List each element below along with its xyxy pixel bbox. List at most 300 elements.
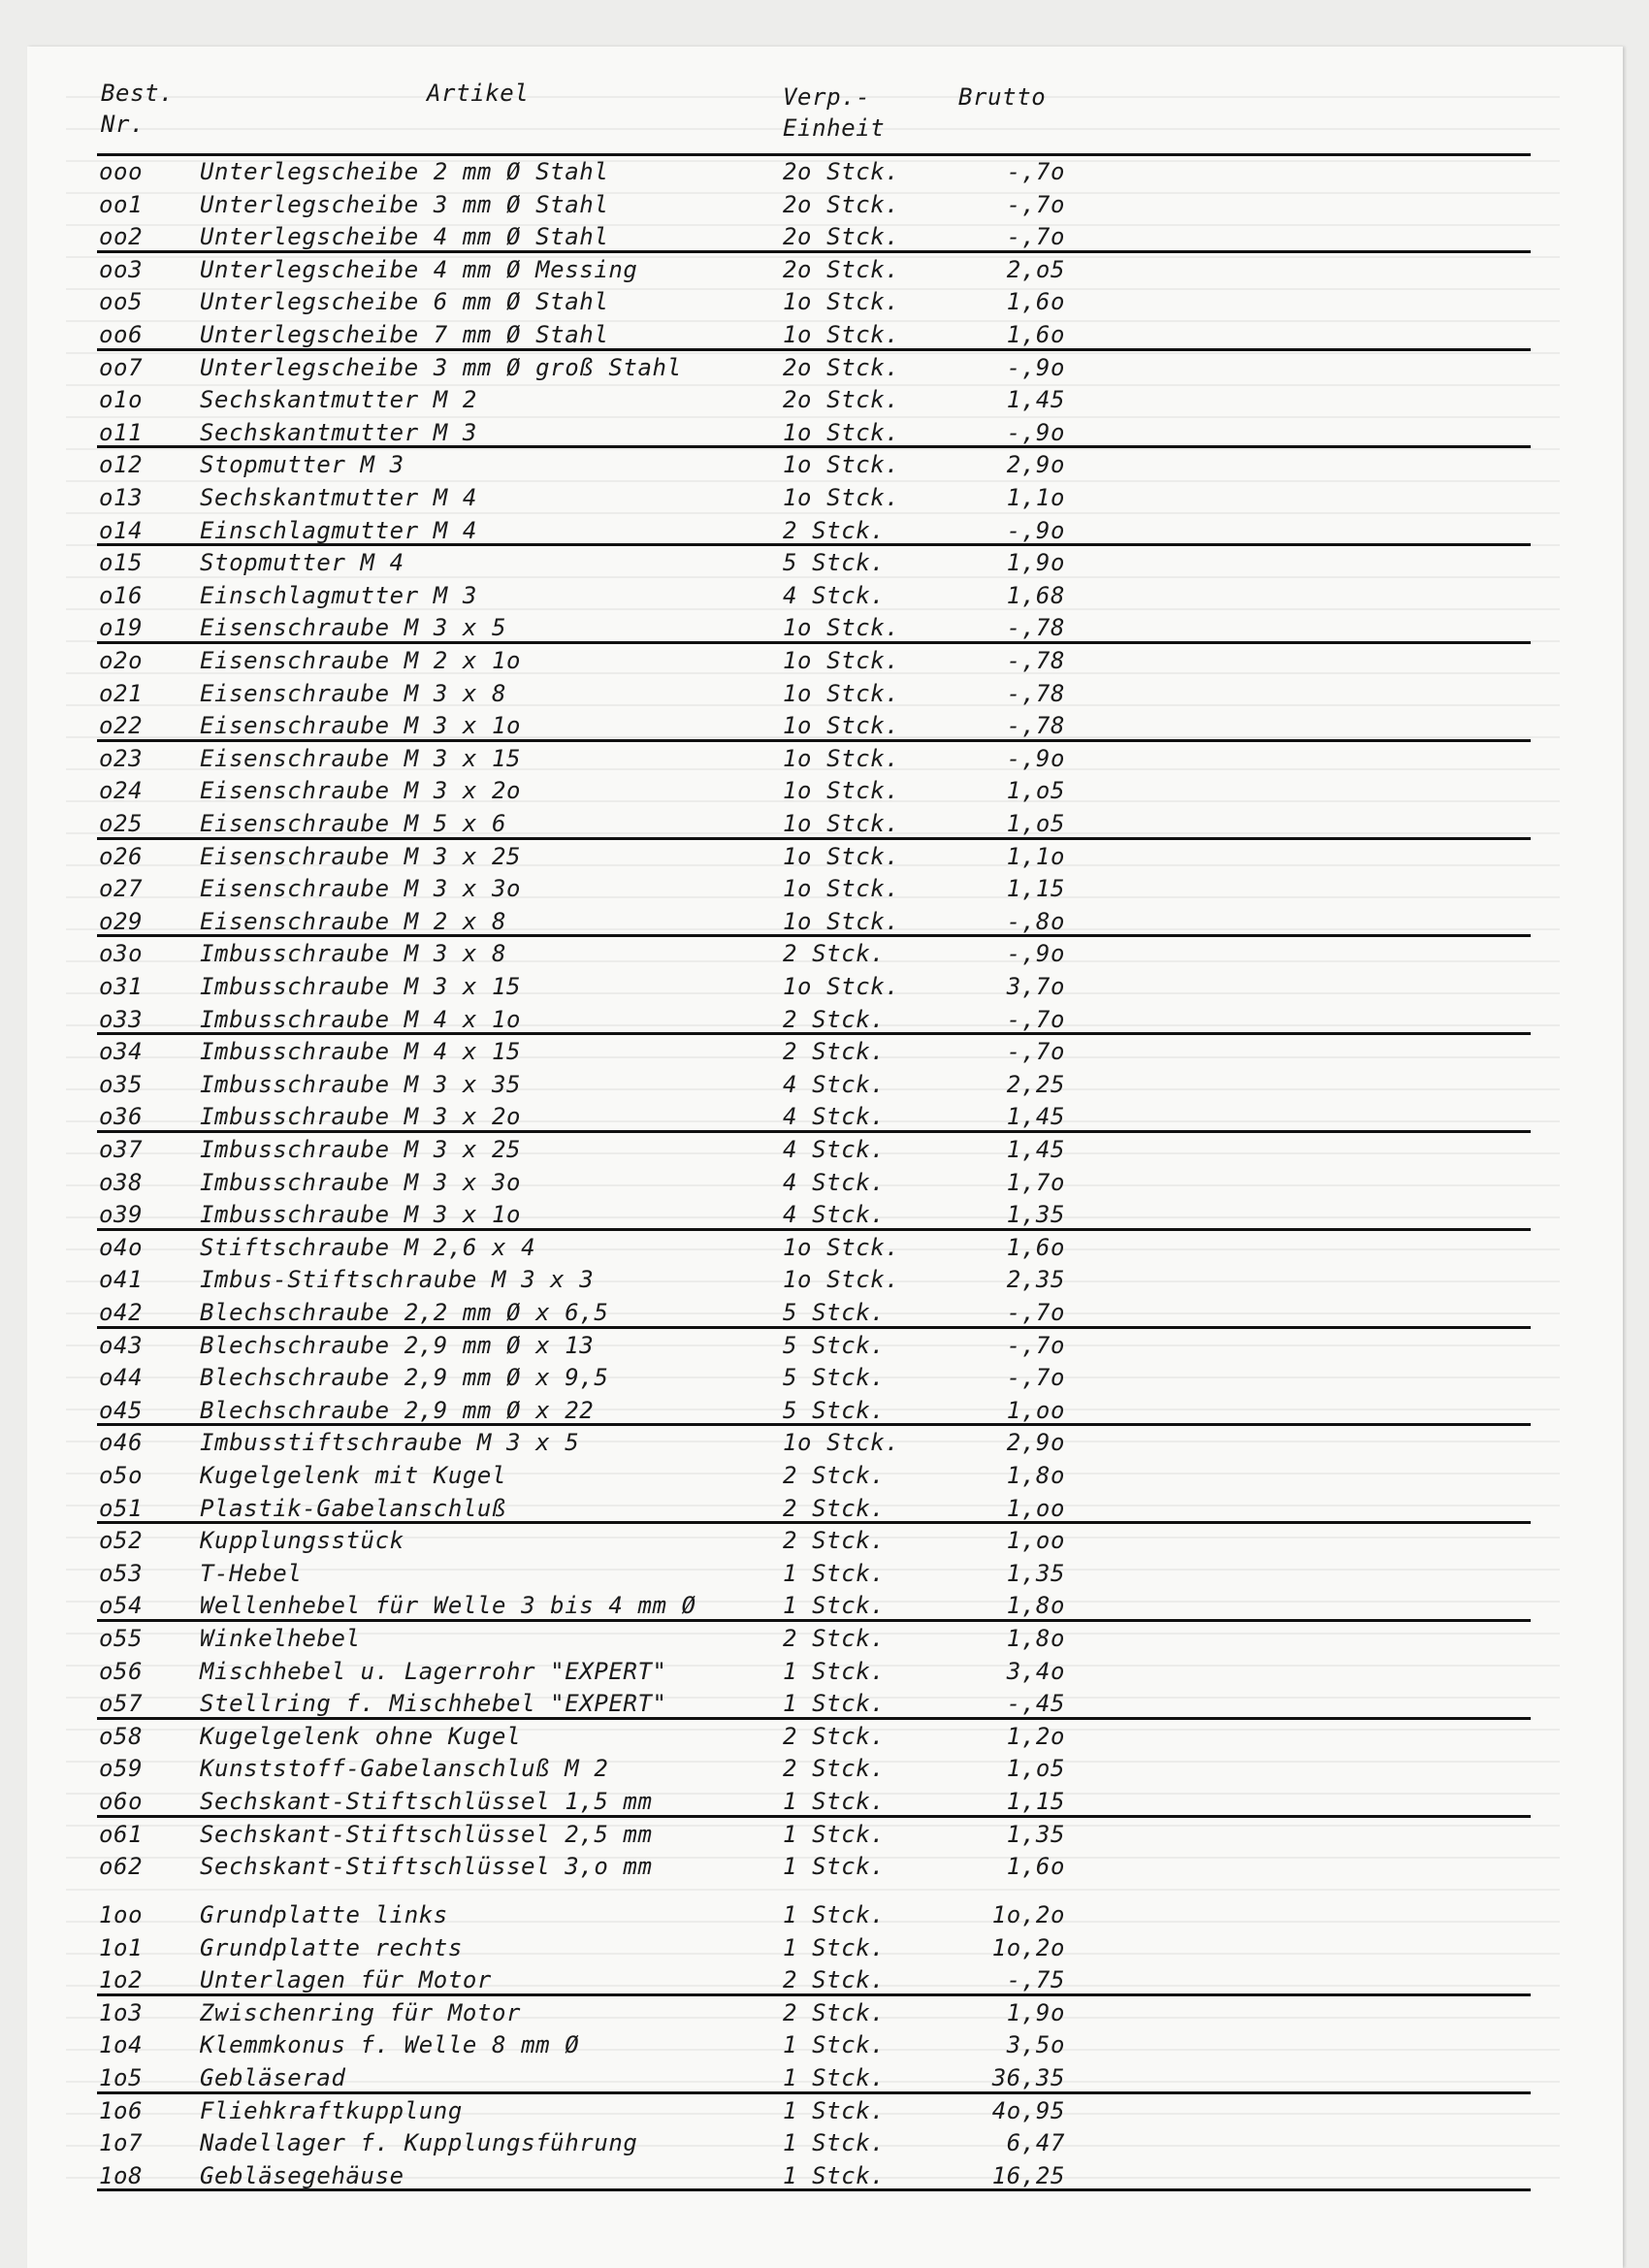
table-row bbox=[27, 482, 1540, 515]
table-row bbox=[27, 580, 1540, 613]
table-row bbox=[27, 1199, 1540, 1232]
row-divider bbox=[97, 1130, 1531, 1133]
part-number: 1o4 bbox=[99, 2031, 144, 2059]
pack-unit: 2 Stck. bbox=[783, 940, 886, 968]
pack-unit: 2 Stck. bbox=[783, 1755, 886, 1783]
table-row bbox=[27, 1786, 1540, 1819]
pack-unit: 1 Stck. bbox=[783, 2064, 886, 2091]
article-name: Blechschraube 2,9 mm Ø x 13 bbox=[200, 1331, 595, 1359]
part-number: o61 bbox=[99, 1820, 144, 1848]
pack-unit: 1o Stck. bbox=[783, 875, 900, 903]
table-row bbox=[27, 1330, 1540, 1363]
pack-unit: 1 Stck. bbox=[783, 2031, 886, 2059]
gross-price: -,7o bbox=[1006, 1331, 1065, 1359]
table-row bbox=[27, 743, 1540, 776]
row-divider bbox=[97, 1032, 1531, 1035]
gross-price: 1,7o bbox=[1006, 1168, 1065, 1196]
pack-unit: 4 Stck. bbox=[783, 1136, 886, 1163]
pack-unit: 5 Stck. bbox=[783, 1331, 886, 1359]
table-row bbox=[27, 1167, 1540, 1200]
gross-price: 2,o5 bbox=[1006, 255, 1065, 283]
gross-price: 1,2o bbox=[1006, 1722, 1065, 1750]
gross-price: 1,6o bbox=[1006, 321, 1065, 348]
pack-unit: 1o Stck. bbox=[783, 1429, 900, 1457]
gross-price: -,9o bbox=[1006, 353, 1065, 381]
gross-price: 1,6o bbox=[1006, 288, 1065, 316]
table-row bbox=[27, 2029, 1540, 2062]
article-name: Imbusschraube M 3 x 1o bbox=[200, 1201, 522, 1229]
gross-price: 6,47 bbox=[1006, 2129, 1065, 2157]
article-name: Eisenschraube M 3 x 5 bbox=[200, 614, 507, 642]
article-name: Gebläserad bbox=[200, 2064, 346, 2091]
article-name: Imbusschraube M 3 x 25 bbox=[200, 1136, 522, 1163]
part-number: o26 bbox=[99, 842, 144, 870]
table-row bbox=[27, 1232, 1540, 1265]
pack-unit: 5 Stck. bbox=[783, 1364, 886, 1392]
part-number: o2o bbox=[99, 647, 144, 674]
part-number: 1o7 bbox=[99, 2129, 144, 2157]
table-row bbox=[27, 319, 1540, 352]
part-number: 1o8 bbox=[99, 2161, 144, 2189]
row-divider bbox=[97, 153, 1531, 156]
table-row bbox=[27, 1101, 1540, 1134]
table-row bbox=[27, 1004, 1540, 1037]
pack-unit: 4 Stck. bbox=[783, 1103, 886, 1131]
table-row bbox=[27, 971, 1540, 1004]
article-name: Eisenschraube M 3 x 3o bbox=[200, 875, 522, 903]
article-name: Stopmutter M 3 bbox=[200, 451, 404, 479]
table-row bbox=[27, 906, 1540, 939]
gross-price: 3,5o bbox=[1006, 2031, 1065, 2059]
part-number: o39 bbox=[99, 1201, 144, 1229]
article-name: Imbusschraube M 3 x 35 bbox=[200, 1070, 522, 1098]
gross-price: 1,9o bbox=[1006, 1998, 1065, 2026]
gross-price: 1,35 bbox=[1006, 1820, 1065, 1848]
pack-unit: 4 Stck. bbox=[783, 1070, 886, 1098]
pack-unit: 1 Stck. bbox=[783, 2161, 886, 2189]
article-name: Zwischenring für Motor bbox=[200, 1998, 522, 2026]
part-number: o41 bbox=[99, 1266, 144, 1294]
document-page bbox=[27, 47, 1623, 2268]
row-divider bbox=[97, 543, 1531, 546]
article-name: Grundplatte rechts bbox=[200, 1933, 463, 1961]
part-number: oo5 bbox=[99, 288, 144, 316]
pack-unit: 1 Stck. bbox=[783, 2096, 886, 2124]
part-number: o11 bbox=[99, 418, 144, 446]
pack-unit: 2 Stck. bbox=[783, 516, 886, 544]
table-row bbox=[27, 1688, 1540, 1721]
part-number: o53 bbox=[99, 1559, 144, 1587]
part-number: o22 bbox=[99, 712, 144, 740]
header-artikel: Artikel bbox=[427, 80, 530, 107]
part-number: o5o bbox=[99, 1462, 144, 1489]
pack-unit: 2 Stck. bbox=[783, 1494, 886, 1522]
part-number: o23 bbox=[99, 744, 144, 772]
table-row bbox=[27, 547, 1540, 580]
gross-price: 1,68 bbox=[1006, 581, 1065, 609]
article-name: Unterlegscheibe 4 mm Ø Messing bbox=[200, 255, 638, 283]
pack-unit: 2o Stck. bbox=[783, 353, 900, 381]
gross-price: 1,45 bbox=[1006, 386, 1065, 414]
article-name: Sechskant-Stiftschlüssel 2,5 mm bbox=[200, 1820, 653, 1848]
part-number: o3o bbox=[99, 940, 144, 968]
gross-price: 1,1o bbox=[1006, 842, 1065, 870]
gross-price: -,7o bbox=[1006, 223, 1065, 251]
article-name: Imbusschraube M 4 x 15 bbox=[200, 1038, 522, 1066]
part-number: o33 bbox=[99, 1005, 144, 1033]
part-number: o56 bbox=[99, 1657, 144, 1685]
article-name: Grundplatte links bbox=[200, 1901, 448, 1928]
gross-price: 2,9o bbox=[1006, 451, 1065, 479]
row-divider bbox=[97, 934, 1531, 937]
gross-price: 1,1o bbox=[1006, 484, 1065, 511]
table-row bbox=[27, 384, 1540, 417]
table-row bbox=[27, 1997, 1540, 2030]
part-number: o27 bbox=[99, 875, 144, 903]
pack-unit: 2o Stck. bbox=[783, 255, 900, 283]
article-name: Sechskant-Stiftschlüssel 3,o mm bbox=[200, 1853, 653, 1881]
gross-price: -,8o bbox=[1006, 907, 1065, 935]
pack-unit: 5 Stck. bbox=[783, 1299, 886, 1326]
part-number: o54 bbox=[99, 1592, 144, 1620]
table-row bbox=[27, 1297, 1540, 1330]
row-divider bbox=[97, 445, 1531, 448]
article-name: Einschlagmutter M 3 bbox=[200, 581, 477, 609]
table-row bbox=[27, 1932, 1540, 1965]
part-number: o6o bbox=[99, 1788, 144, 1815]
table-row bbox=[27, 645, 1540, 678]
part-number: o29 bbox=[99, 907, 144, 935]
header-nr: Nr. bbox=[101, 111, 146, 138]
part-number: o24 bbox=[99, 777, 144, 805]
pack-unit: 1 Stck. bbox=[783, 1657, 886, 1685]
gross-price: 1,6o bbox=[1006, 1233, 1065, 1261]
article-name: Imbusschraube M 4 x 1o bbox=[200, 1005, 522, 1033]
article-name: Kupplungsstück bbox=[200, 1527, 404, 1555]
gross-price: 1,45 bbox=[1006, 1136, 1065, 1163]
pack-unit: 1o Stck. bbox=[783, 418, 900, 446]
table-row bbox=[27, 221, 1540, 254]
part-number: o62 bbox=[99, 1853, 144, 1881]
table-row bbox=[27, 189, 1540, 222]
pack-unit: 1o Stck. bbox=[783, 679, 900, 707]
article-name: Wellenhebel für Welle 3 bis 4 mm Ø bbox=[200, 1592, 696, 1620]
article-name: Unterlegscheibe 4 mm Ø Stahl bbox=[200, 223, 609, 251]
article-name: Sechskant-Stiftschlüssel 1,5 mm bbox=[200, 1788, 653, 1815]
pack-unit: 1o Stck. bbox=[783, 647, 900, 674]
gross-price: 1,8o bbox=[1006, 1625, 1065, 1652]
gross-price: -,9o bbox=[1006, 516, 1065, 544]
gross-price: -,9o bbox=[1006, 744, 1065, 772]
gross-price: 1,oo bbox=[1006, 1527, 1065, 1555]
article-name: Sechskantmutter M 3 bbox=[200, 418, 477, 446]
table-row bbox=[27, 1623, 1540, 1656]
pack-unit: 1o Stck. bbox=[783, 907, 900, 935]
article-name: Einschlagmutter M 4 bbox=[200, 516, 477, 544]
table-row bbox=[27, 1134, 1540, 1167]
gross-price: -,7o bbox=[1006, 1038, 1065, 1066]
table-row bbox=[27, 1851, 1540, 1884]
pack-unit: 1o Stck. bbox=[783, 973, 900, 1000]
table-row bbox=[27, 841, 1540, 874]
table-row bbox=[27, 1590, 1540, 1623]
gross-price: -,78 bbox=[1006, 712, 1065, 740]
table-row bbox=[27, 156, 1540, 189]
row-divider bbox=[97, 1423, 1531, 1426]
gross-price: 1,oo bbox=[1006, 1494, 1065, 1522]
part-number: oo1 bbox=[99, 190, 144, 218]
part-number: 1o6 bbox=[99, 2096, 144, 2124]
part-number: oo6 bbox=[99, 321, 144, 348]
gross-price: 1,35 bbox=[1006, 1201, 1065, 1229]
article-name: Unterlegscheibe 6 mm Ø Stahl bbox=[200, 288, 609, 316]
pack-unit: 1o Stck. bbox=[783, 1233, 900, 1261]
row-divider bbox=[97, 1993, 1531, 1996]
article-name: Stopmutter M 4 bbox=[200, 549, 404, 577]
part-number: oo2 bbox=[99, 223, 144, 251]
gross-price: 1,o5 bbox=[1006, 810, 1065, 837]
part-number: 1o5 bbox=[99, 2064, 144, 2091]
part-number: o42 bbox=[99, 1299, 144, 1326]
gross-price: -,78 bbox=[1006, 647, 1065, 674]
table-row bbox=[27, 1819, 1540, 1852]
article-name: Sechskantmutter M 2 bbox=[200, 386, 477, 414]
pack-unit: 1 Stck. bbox=[783, 1853, 886, 1881]
row-divider bbox=[97, 739, 1531, 742]
article-name: Blechschraube 2,9 mm Ø x 9,5 bbox=[200, 1364, 609, 1392]
header-verp: Verp.- bbox=[783, 83, 871, 111]
table-row bbox=[27, 1460, 1540, 1493]
row-divider bbox=[97, 250, 1531, 253]
part-number: o57 bbox=[99, 1690, 144, 1718]
pack-unit: 4 Stck. bbox=[783, 1168, 886, 1196]
article-name: Imbusstiftschraube M 3 x 5 bbox=[200, 1429, 580, 1457]
pack-unit: 2 Stck. bbox=[783, 1998, 886, 2026]
article-name: Kugelgelenk mit Kugel bbox=[200, 1462, 507, 1489]
pack-unit: 2 Stck. bbox=[783, 1966, 886, 1994]
gross-price: 2,9o bbox=[1006, 1429, 1065, 1457]
article-name: Plastik-Gabelanschluß bbox=[200, 1494, 507, 1522]
header-einheit: Einheit bbox=[783, 114, 886, 142]
part-number: o16 bbox=[99, 581, 144, 609]
gross-price: -,7o bbox=[1006, 158, 1065, 185]
gross-price: -,7o bbox=[1006, 1005, 1065, 1033]
part-number: o45 bbox=[99, 1396, 144, 1424]
article-name: Klemmkonus f. Welle 8 mm Ø bbox=[200, 2031, 580, 2059]
part-number: oo7 bbox=[99, 353, 144, 381]
part-number: o34 bbox=[99, 1038, 144, 1066]
gross-price: -,78 bbox=[1006, 614, 1065, 642]
part-number: o4o bbox=[99, 1233, 144, 1261]
table-row bbox=[27, 1656, 1540, 1689]
part-number: o43 bbox=[99, 1331, 144, 1359]
row-divider bbox=[97, 348, 1531, 351]
gross-price: 1o,2o bbox=[991, 1933, 1065, 1961]
table-row bbox=[27, 1264, 1540, 1297]
part-number: o55 bbox=[99, 1625, 144, 1652]
part-number: o1o bbox=[99, 386, 144, 414]
part-number: o14 bbox=[99, 516, 144, 544]
gross-price: 1o,2o bbox=[991, 1901, 1065, 1928]
table-row bbox=[27, 1069, 1540, 1102]
part-number: ooo bbox=[99, 158, 144, 185]
article-name: Blechschraube 2,2 mm Ø x 6,5 bbox=[200, 1299, 609, 1326]
article-name: Unterlegscheibe 2 mm Ø Stahl bbox=[200, 158, 609, 185]
part-number: o25 bbox=[99, 810, 144, 837]
table-row bbox=[27, 808, 1540, 841]
table-row bbox=[27, 417, 1540, 450]
gross-price: 2,25 bbox=[1006, 1070, 1065, 1098]
row-divider bbox=[97, 641, 1531, 644]
row-divider bbox=[97, 2188, 1531, 2191]
gross-price: -,45 bbox=[1006, 1690, 1065, 1718]
article-name: Stiftschraube M 2,6 x 4 bbox=[200, 1233, 536, 1261]
table-row bbox=[27, 1753, 1540, 1786]
gross-price: -,75 bbox=[1006, 1966, 1065, 1994]
pack-unit: 1o Stck. bbox=[783, 777, 900, 805]
pack-unit: 2o Stck. bbox=[783, 386, 900, 414]
pack-unit: 1 Stck. bbox=[783, 1788, 886, 1815]
part-number: o44 bbox=[99, 1364, 144, 1392]
part-number: o38 bbox=[99, 1168, 144, 1196]
table-row bbox=[27, 2095, 1540, 2128]
pack-unit: 5 Stck. bbox=[783, 1396, 886, 1424]
pack-unit: 1 Stck. bbox=[783, 1820, 886, 1848]
pack-unit: 5 Stck. bbox=[783, 549, 886, 577]
article-name: Eisenschraube M 3 x 1o bbox=[200, 712, 522, 740]
table-row bbox=[27, 352, 1540, 385]
gross-price: 1,15 bbox=[1006, 875, 1065, 903]
part-number: o58 bbox=[99, 1722, 144, 1750]
article-name: Kunststoff-Gabelanschluß M 2 bbox=[200, 1755, 609, 1783]
table-row bbox=[27, 1036, 1540, 1069]
pack-unit: 1o Stck. bbox=[783, 842, 900, 870]
article-name: Imbusschraube M 3 x 3o bbox=[200, 1168, 522, 1196]
part-number: 1oo bbox=[99, 1901, 144, 1928]
table-row bbox=[27, 2160, 1540, 2193]
gross-price: 1,45 bbox=[1006, 1103, 1065, 1131]
pack-unit: 1 Stck. bbox=[783, 1690, 886, 1718]
row-divider bbox=[97, 1717, 1531, 1720]
table-row bbox=[27, 1395, 1540, 1428]
gross-price: 1,oo bbox=[1006, 1396, 1065, 1424]
pack-unit: 1o Stck. bbox=[783, 614, 900, 642]
table-row bbox=[27, 1899, 1540, 1932]
article-name: Eisenschraube M 3 x 2o bbox=[200, 777, 522, 805]
pack-unit: 2 Stck. bbox=[783, 1722, 886, 1750]
article-name: Fliehkraftkupplung bbox=[200, 2096, 463, 2124]
table-row bbox=[27, 1493, 1540, 1526]
article-name: Unterlegscheibe 3 mm Ø groß Stahl bbox=[200, 353, 682, 381]
article-name: Eisenschraube M 3 x 15 bbox=[200, 744, 522, 772]
article-name: Imbusschraube M 3 x 2o bbox=[200, 1103, 522, 1131]
article-name: Imbusschraube M 3 x 8 bbox=[200, 940, 507, 968]
part-number: o51 bbox=[99, 1494, 144, 1522]
article-name: Eisenschraube M 5 x 6 bbox=[200, 810, 507, 837]
part-number: o59 bbox=[99, 1755, 144, 1783]
table-row bbox=[27, 1525, 1540, 1558]
article-name: Sechskantmutter M 4 bbox=[200, 484, 477, 511]
table-row bbox=[27, 775, 1540, 808]
part-number: o37 bbox=[99, 1136, 144, 1163]
gross-price: 1,6o bbox=[1006, 1853, 1065, 1881]
article-name: Eisenschraube M 2 x 8 bbox=[200, 907, 507, 935]
article-name: Eisenschraube M 2 x 1o bbox=[200, 647, 522, 674]
pack-unit: 2 Stck. bbox=[783, 1527, 886, 1555]
pack-unit: 4 Stck. bbox=[783, 1201, 886, 1229]
pack-unit: 1o Stck. bbox=[783, 484, 900, 511]
article-name: Gebläsegehäuse bbox=[200, 2161, 404, 2189]
pack-unit: 2o Stck. bbox=[783, 190, 900, 218]
pack-unit: 2o Stck. bbox=[783, 223, 900, 251]
table-row bbox=[27, 612, 1540, 645]
gross-price: -,9o bbox=[1006, 418, 1065, 446]
table-row bbox=[27, 678, 1540, 711]
gross-price: 1,9o bbox=[1006, 549, 1065, 577]
table-row bbox=[27, 710, 1540, 743]
article-name: Unterlegscheibe 3 mm Ø Stahl bbox=[200, 190, 609, 218]
gross-price: -,7o bbox=[1006, 1364, 1065, 1392]
table-row bbox=[27, 2062, 1540, 2095]
gross-price: 36,35 bbox=[991, 2064, 1065, 2091]
part-number: o52 bbox=[99, 1527, 144, 1555]
article-name: Stellring f. Mischhebel "EXPERT" bbox=[200, 1690, 667, 1718]
pack-unit: 1o Stck. bbox=[783, 744, 900, 772]
part-number: o19 bbox=[99, 614, 144, 642]
gross-price: 1,8o bbox=[1006, 1592, 1065, 1620]
article-name: Blechschraube 2,9 mm Ø x 22 bbox=[200, 1396, 595, 1424]
header-brutto: Brutto bbox=[958, 83, 1047, 111]
gross-price: -,78 bbox=[1006, 679, 1065, 707]
gross-price: 1,o5 bbox=[1006, 777, 1065, 805]
pack-unit: 4 Stck. bbox=[783, 581, 886, 609]
article-name: Imbus-Stiftschraube M 3 x 3 bbox=[200, 1266, 595, 1294]
gross-price: 4o,95 bbox=[991, 2096, 1065, 2124]
pack-unit: 1o Stck. bbox=[783, 288, 900, 316]
row-divider bbox=[97, 2091, 1531, 2094]
part-number: 1o1 bbox=[99, 1933, 144, 1961]
part-number: 1o3 bbox=[99, 1998, 144, 2026]
row-divider bbox=[97, 1815, 1531, 1818]
gross-price: 3,7o bbox=[1006, 973, 1065, 1000]
part-number: o12 bbox=[99, 451, 144, 479]
part-number: 1o2 bbox=[99, 1966, 144, 1994]
gross-price: 1,o5 bbox=[1006, 1755, 1065, 1783]
pack-unit: 1o Stck. bbox=[783, 810, 900, 837]
pack-unit: 2o Stck. bbox=[783, 158, 900, 185]
part-number: o15 bbox=[99, 549, 144, 577]
part-number: o21 bbox=[99, 679, 144, 707]
gross-price: 1,15 bbox=[1006, 1788, 1065, 1815]
gross-price: 3,4o bbox=[1006, 1657, 1065, 1685]
row-divider bbox=[97, 1228, 1531, 1231]
article-name: Eisenschraube M 3 x 25 bbox=[200, 842, 522, 870]
article-name: Mischhebel u. Lagerrohr "EXPERT" bbox=[200, 1657, 667, 1685]
gross-price: 2,35 bbox=[1006, 1266, 1065, 1294]
pack-unit: 2 Stck. bbox=[783, 1038, 886, 1066]
gross-price: -,7o bbox=[1006, 190, 1065, 218]
gross-price: 16,25 bbox=[991, 2161, 1065, 2189]
article-name: Imbusschraube M 3 x 15 bbox=[200, 973, 522, 1000]
article-name: Eisenschraube M 3 x 8 bbox=[200, 679, 507, 707]
pack-unit: 1o Stck. bbox=[783, 451, 900, 479]
part-number: o13 bbox=[99, 484, 144, 511]
row-divider bbox=[97, 1326, 1531, 1329]
table-row bbox=[27, 286, 1540, 319]
article-name: Kugelgelenk ohne Kugel bbox=[200, 1722, 522, 1750]
part-number: o35 bbox=[99, 1070, 144, 1098]
part-number: o31 bbox=[99, 973, 144, 1000]
